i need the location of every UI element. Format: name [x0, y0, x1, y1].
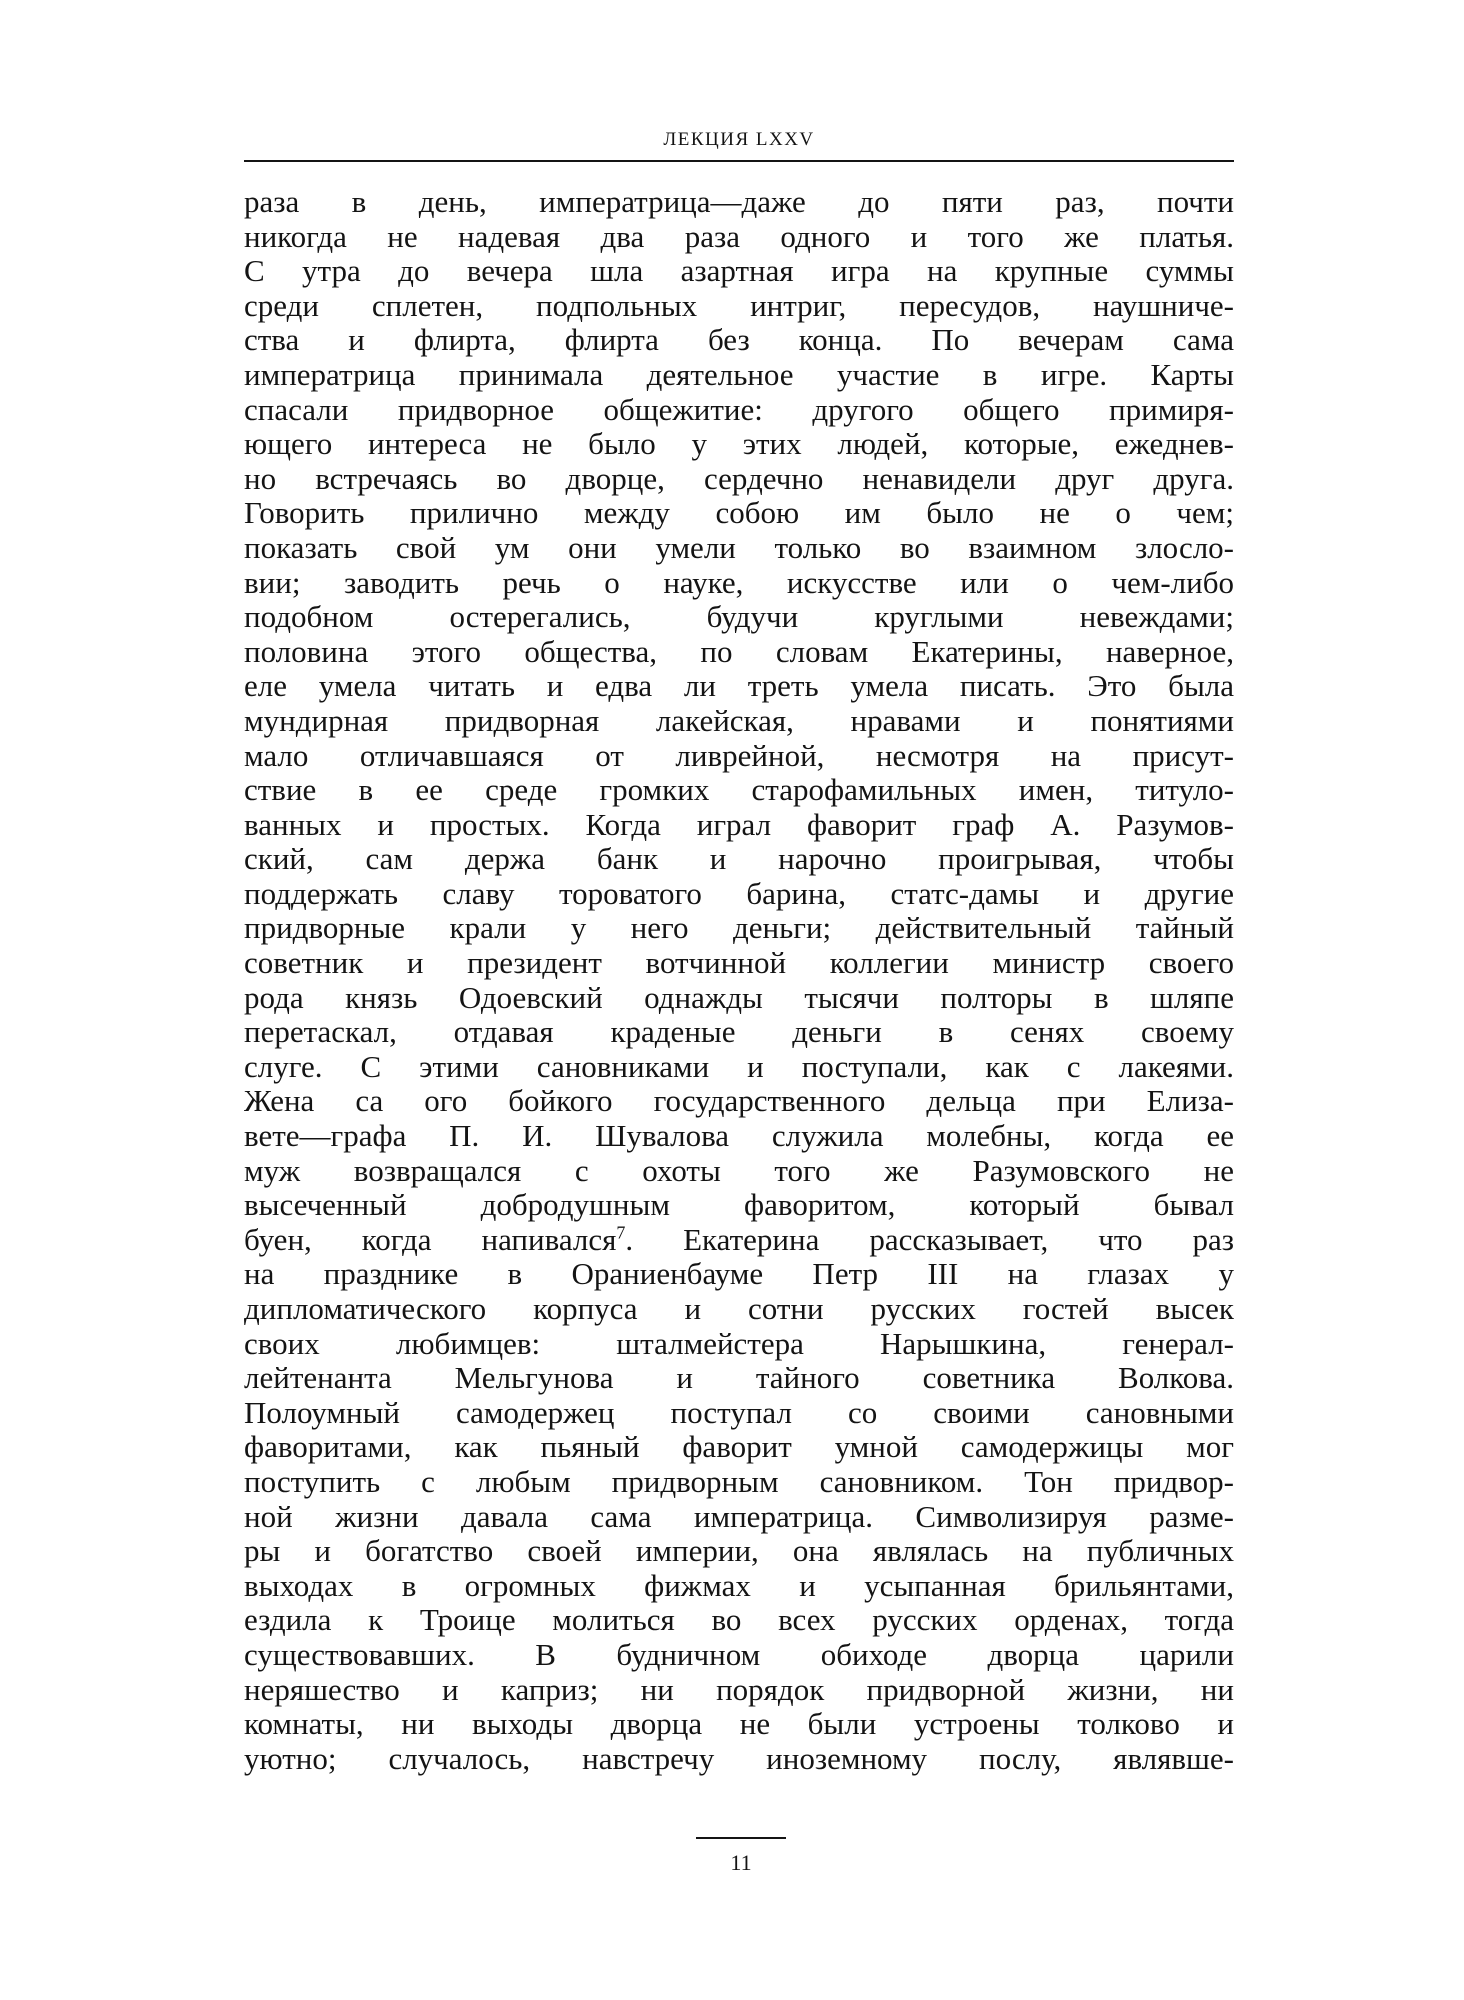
text-line-with-footnote: [244, 1223, 1234, 1258]
text-line: неряшество и каприз; ни порядок придворной жизни, ни: [244, 1672, 1234, 1707]
text-line: существовавших. В будничном обиходе дворца царили: [244, 1637, 1234, 1672]
text-line: фаворитами, как пьяный фаворит умной самодержицы мог: [244, 1430, 1234, 1465]
text-line: среди сплетен, подпольных интриг, пересудов, наушниче-: [244, 288, 1234, 323]
header-rule: [244, 160, 1234, 162]
page-number: 11: [730, 1850, 752, 1875]
folio-rule: [696, 1837, 786, 1839]
text-line: но встречаясь во дворце, сердечно ненавидели друг друга.: [244, 461, 1234, 496]
text-line: поступить с любым придворным сановником. Тон придвор-: [244, 1464, 1234, 1499]
text-line: выходах в огромных фижмах и усыпанная брильянтами,: [244, 1568, 1234, 1603]
text-line: императрица принимала деятельное участие в игре. Карты: [244, 357, 1234, 392]
text-line: поддержать славу тороватого барина, статс-дамы и другие: [244, 876, 1234, 911]
text-line: перетаскал, отдавая краденые деньги в сенях своему: [244, 1015, 1234, 1050]
text-line: уютно; случалось, навстречу иноземному послу, являвше-: [244, 1741, 1234, 1776]
text-line: С утра до вечера шла азартная игра на крупные суммы: [244, 254, 1234, 289]
text-line: показать свой ум они умели только во взаимном злосло-: [244, 530, 1234, 565]
text-line: на празднике в Ораниенбауме Петр III на глазах у: [244, 1257, 1234, 1292]
text-line: Полоумный самодержец поступал со своими сановными: [244, 1395, 1234, 1430]
text-line: муж возвращался с охоты того же Разумовского не: [244, 1153, 1234, 1188]
text-line: ной жизни давала сама императрица. Символизируя разме-: [244, 1499, 1234, 1534]
text-line: ства и флирта, флирта без конца. По вечерам сама: [244, 323, 1234, 358]
text-line: мундирная придворная лакейская, нравами и понятиями: [244, 703, 1234, 738]
text-line: советник и президент вотчинной коллегии министр своего: [244, 946, 1234, 981]
text-line: дипломатического корпуса и сотни русских гостей высек: [244, 1292, 1234, 1326]
text-line-start: буен, когда напивался: [244, 1222, 617, 1257]
text-line: лейтенанта Мельгунова и тайного советника Волкова.: [244, 1361, 1234, 1396]
text-line: половина этого общества, по словам Екатерины, наверное,: [244, 634, 1234, 669]
text-line: мало отличавшаяся от ливрейной, несмотря на присут-: [244, 738, 1234, 773]
text-line: вии; заводить речь о науке, искусстве или о чем-либо: [244, 565, 1234, 600]
text-line: подобном остерегались, будучи круглыми невеждами;: [244, 600, 1234, 635]
text-line: никогда не надевая два раза одного и того же платья.: [244, 219, 1234, 254]
text-line: слуге. С этими сановниками и поступали, как с лакеями.: [244, 1049, 1234, 1084]
text-line: комнаты, ни выходы дворца не были устроены толково и: [244, 1707, 1234, 1742]
text-line: Говорить прилично между собою им было не о чем;: [244, 496, 1234, 531]
footnote-reference: 7: [616, 1222, 626, 1243]
text-line: раза в день, императрица—даже до пяти раз, почти: [244, 185, 1234, 219]
text-line: спасали придворное общежитие: другого общего примиря-: [244, 392, 1234, 427]
text-line: высеченный добродушным фаворитом, который бывал: [244, 1188, 1234, 1223]
text-line: Жена са ого бойкого государственного дельца при Елиза-: [244, 1084, 1234, 1119]
text-line: ющего интереса не было у этих людей, которые, ежеднев-: [244, 427, 1234, 462]
text-line: вете—графа П. И. Шувалова служила молебны, когда ее: [244, 1119, 1234, 1154]
text-line: еле умела читать и едва ли треть умела писать. Это была: [244, 669, 1234, 704]
text-line-end: . Екатерина рассказывает, что раз: [625, 1222, 1234, 1257]
text-line: своих любимцев: шталмейстера Нарышкина, генерал-: [244, 1326, 1234, 1361]
text-line: ствие в ее среде громких старофамильных имен, титуло-: [244, 773, 1234, 808]
text-line: ский, сам держа банк и нарочно проигрывая, чтобы: [244, 842, 1234, 877]
text-line: ванных и простых. Когда играл фаворит граф А. Разумов-: [244, 807, 1234, 842]
text-line: ездила к Троице молиться во всех русских орденах, тогда: [244, 1603, 1234, 1638]
text-line: придворные крали у него деньги; действительный тайный: [244, 911, 1234, 946]
body-text: [244, 185, 1234, 1776]
text-line: ры и богатство своей империи, она являлась на публичных: [244, 1534, 1234, 1569]
running-head: ЛЕКЦИЯ LXXV: [663, 129, 815, 150]
text-line: рода князь Одоевский однажды тысячи полторы в шляпе: [244, 980, 1234, 1015]
